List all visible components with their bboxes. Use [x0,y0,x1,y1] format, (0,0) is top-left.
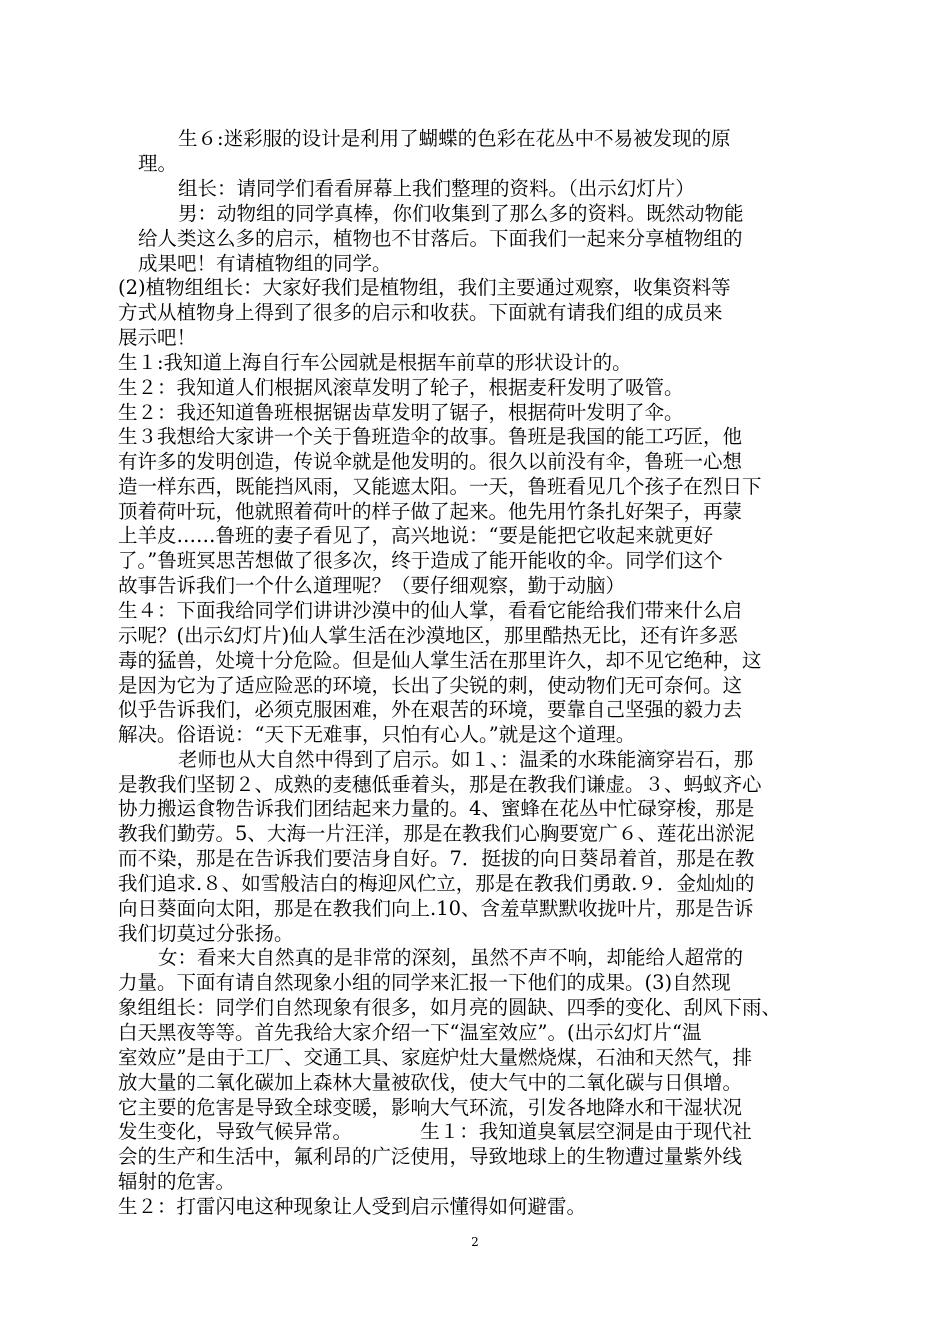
text-line: 生２：我知道人们根据风滚草发明了轮子，根据麦秆发明了吸管。 [118,376,684,399]
text-line: 顶着荷叶玩，他就照着荷叶的样子做了起来。他先用竹条扎好架子，再蒙 [118,500,743,523]
text-line: 生４：下面我给同学们讲讲沙漠中的仙人掌，看看它能给我们带来什么启 [118,599,743,622]
page-number: 2 [471,1235,479,1249]
text-line: 男：动物组的同学真棒，你们收集到了那么多的资料。既然动物能 [178,202,744,225]
text-line: 放大量的二氧化碳加上森林大量被砍伐，使大气中的二氧化碳与日俱增。 [118,1071,743,1094]
text-line: 辐射的危害。 [118,1170,236,1193]
text-line: 象组组长：同学们自然现象有很多，如月亮的圆缺、四季的变化、刮风下雨、 [118,996,782,1019]
text-line: 理。 [138,152,178,175]
text-line: 生３我想给大家讲一个关于鲁班造伞的故事。鲁班是我国的能工巧匠，他 [118,425,743,448]
text-line: 而不染，那是在告诉我们要洁身自好。7．挺拔的向日葵昂着首，那是在教 [118,847,755,870]
text-line: 会的生产和生活中，氟利昂的广泛使用，导致地球上的生物遭过量紫外线 [118,1145,743,1168]
text-line: 了。”鲁班冥思苦想做了很多次，终于造成了能开能收的伞。同学们这个 [118,549,723,572]
text-line: 发生变化，导致气候异常。 生１：我知道臭氧层空洞是由于现代社 [118,1120,752,1143]
text-line: 生１:我知道上海自行车公园就是根据车前草的形状设计的。 [118,351,632,374]
text-line: 是教我们坚韧２、成熟的麦穗低垂着头，那是在教我们谦虚。３、蚂蚁齐心 [118,773,762,796]
text-line: 老师也从大自然中得到了启示。如１、：温柔的水珠能滴穿岩石，那 [178,748,754,771]
text-line: 我们切莫过分张扬。 [118,922,294,945]
text-line: 我们追求.８、如雪般洁白的梅迎风伫立，那是在教我们勇敢.９．金灿灿的 [118,872,755,895]
text-line: 它主要的危害是导致全球变暖，影响大气环流，引发各地降水和干湿状况 [118,1096,743,1119]
text-line: 生６:迷彩服的设计是利用了蝴蝶的色彩在花丛中不易被发现的原 [178,127,731,150]
text-line: 故事告诉我们一个什么道理呢？（要仔细观察，勤于动脑） [118,574,626,597]
text-line: 有许多的发明创造，传说伞就是他发明的。很久以前没有伞，鲁班一心想 [118,450,743,473]
text-line: 解决。俗语说：“天下无难事，只怕有心人。”就是这个道理。 [118,723,636,746]
text-line: 展示吧！ [118,326,197,349]
text-line: 女：看来大自然真的是非常的深刻，虽然不声不响，却能给人超常的 [158,946,744,969]
text-line: 似乎告诉我们，必须克服困难，外在艰苦的环境，要靠自己坚强的毅力去 [118,698,743,721]
text-line: 室效应”是由于工厂、交通工具、家庭炉灶大量燃烧煤，石油和天然气，排 [118,1046,752,1069]
text-line: 组长：请同学们看看屏幕上我们整理的资料。（出示幻灯片） [178,177,695,200]
text-line: 向日葵面向太阳，那是在教我们向上.10、含羞草默默收拢叶片，那是告诉 [118,897,754,920]
text-line: 生２：打雷闪电这种现象让人受到启示懂得如何避雷。 [118,1195,587,1218]
text-line: 成果吧！有请植物组的同学。 [138,252,392,275]
text-line: 协力搬运食物告诉我们团结起来力量的。4、蜜蜂在花丛中忙碌穿梭，那是 [118,797,755,820]
text-line: 上羊皮……鲁班的妻子看见了，高兴地说：“要是能把它收起来就更好 [118,524,713,547]
text-line: 力量。下面有请自然现象小组的同学来汇报一下他们的成果。(3)自然现 [118,971,731,994]
text-line: 生２：我还知道鲁班根据锯齿草发明了锯子，根据荷叶发明了伞。 [118,401,684,424]
text-line: 给人类这么多的启示，植物也不甘落后。下面我们一起来分享植物组的 [138,227,743,250]
text-line: 毒的猛兽，处境十分危险。但是仙人掌生活在那里许久，却不见它绝种，这 [118,649,762,672]
text-line: 方式从植物身上得到了很多的启示和收获。下面就有请我们组的成员来 [118,301,723,324]
text-line: 示呢？(出示幻灯片)仙人掌生活在沙漠地区，那里酷热无比，还有许多恶 [118,624,738,647]
text-line: 是因为它为了适应险恶的环境，长出了尖锐的刺，使动物们无可奈何。这 [118,674,743,697]
text-line: 白天黑夜等等。首先我给大家介绍一下“温室效应”。(出示幻灯片“温 [118,1021,702,1044]
text-line: 教我们勤劳。5、大海一片汪洋，那是在教我们心胸要宽广６、莲花出淤泥 [118,822,755,845]
text-line: (2)植物组组长：大家好我们是植物组，我们主要通过观察，收集资料等 [118,276,731,299]
text-line: 造一样东西，既能挡风雨，又能遮太阳。一天，鲁班看见几个孩子在烈日下 [118,475,762,498]
